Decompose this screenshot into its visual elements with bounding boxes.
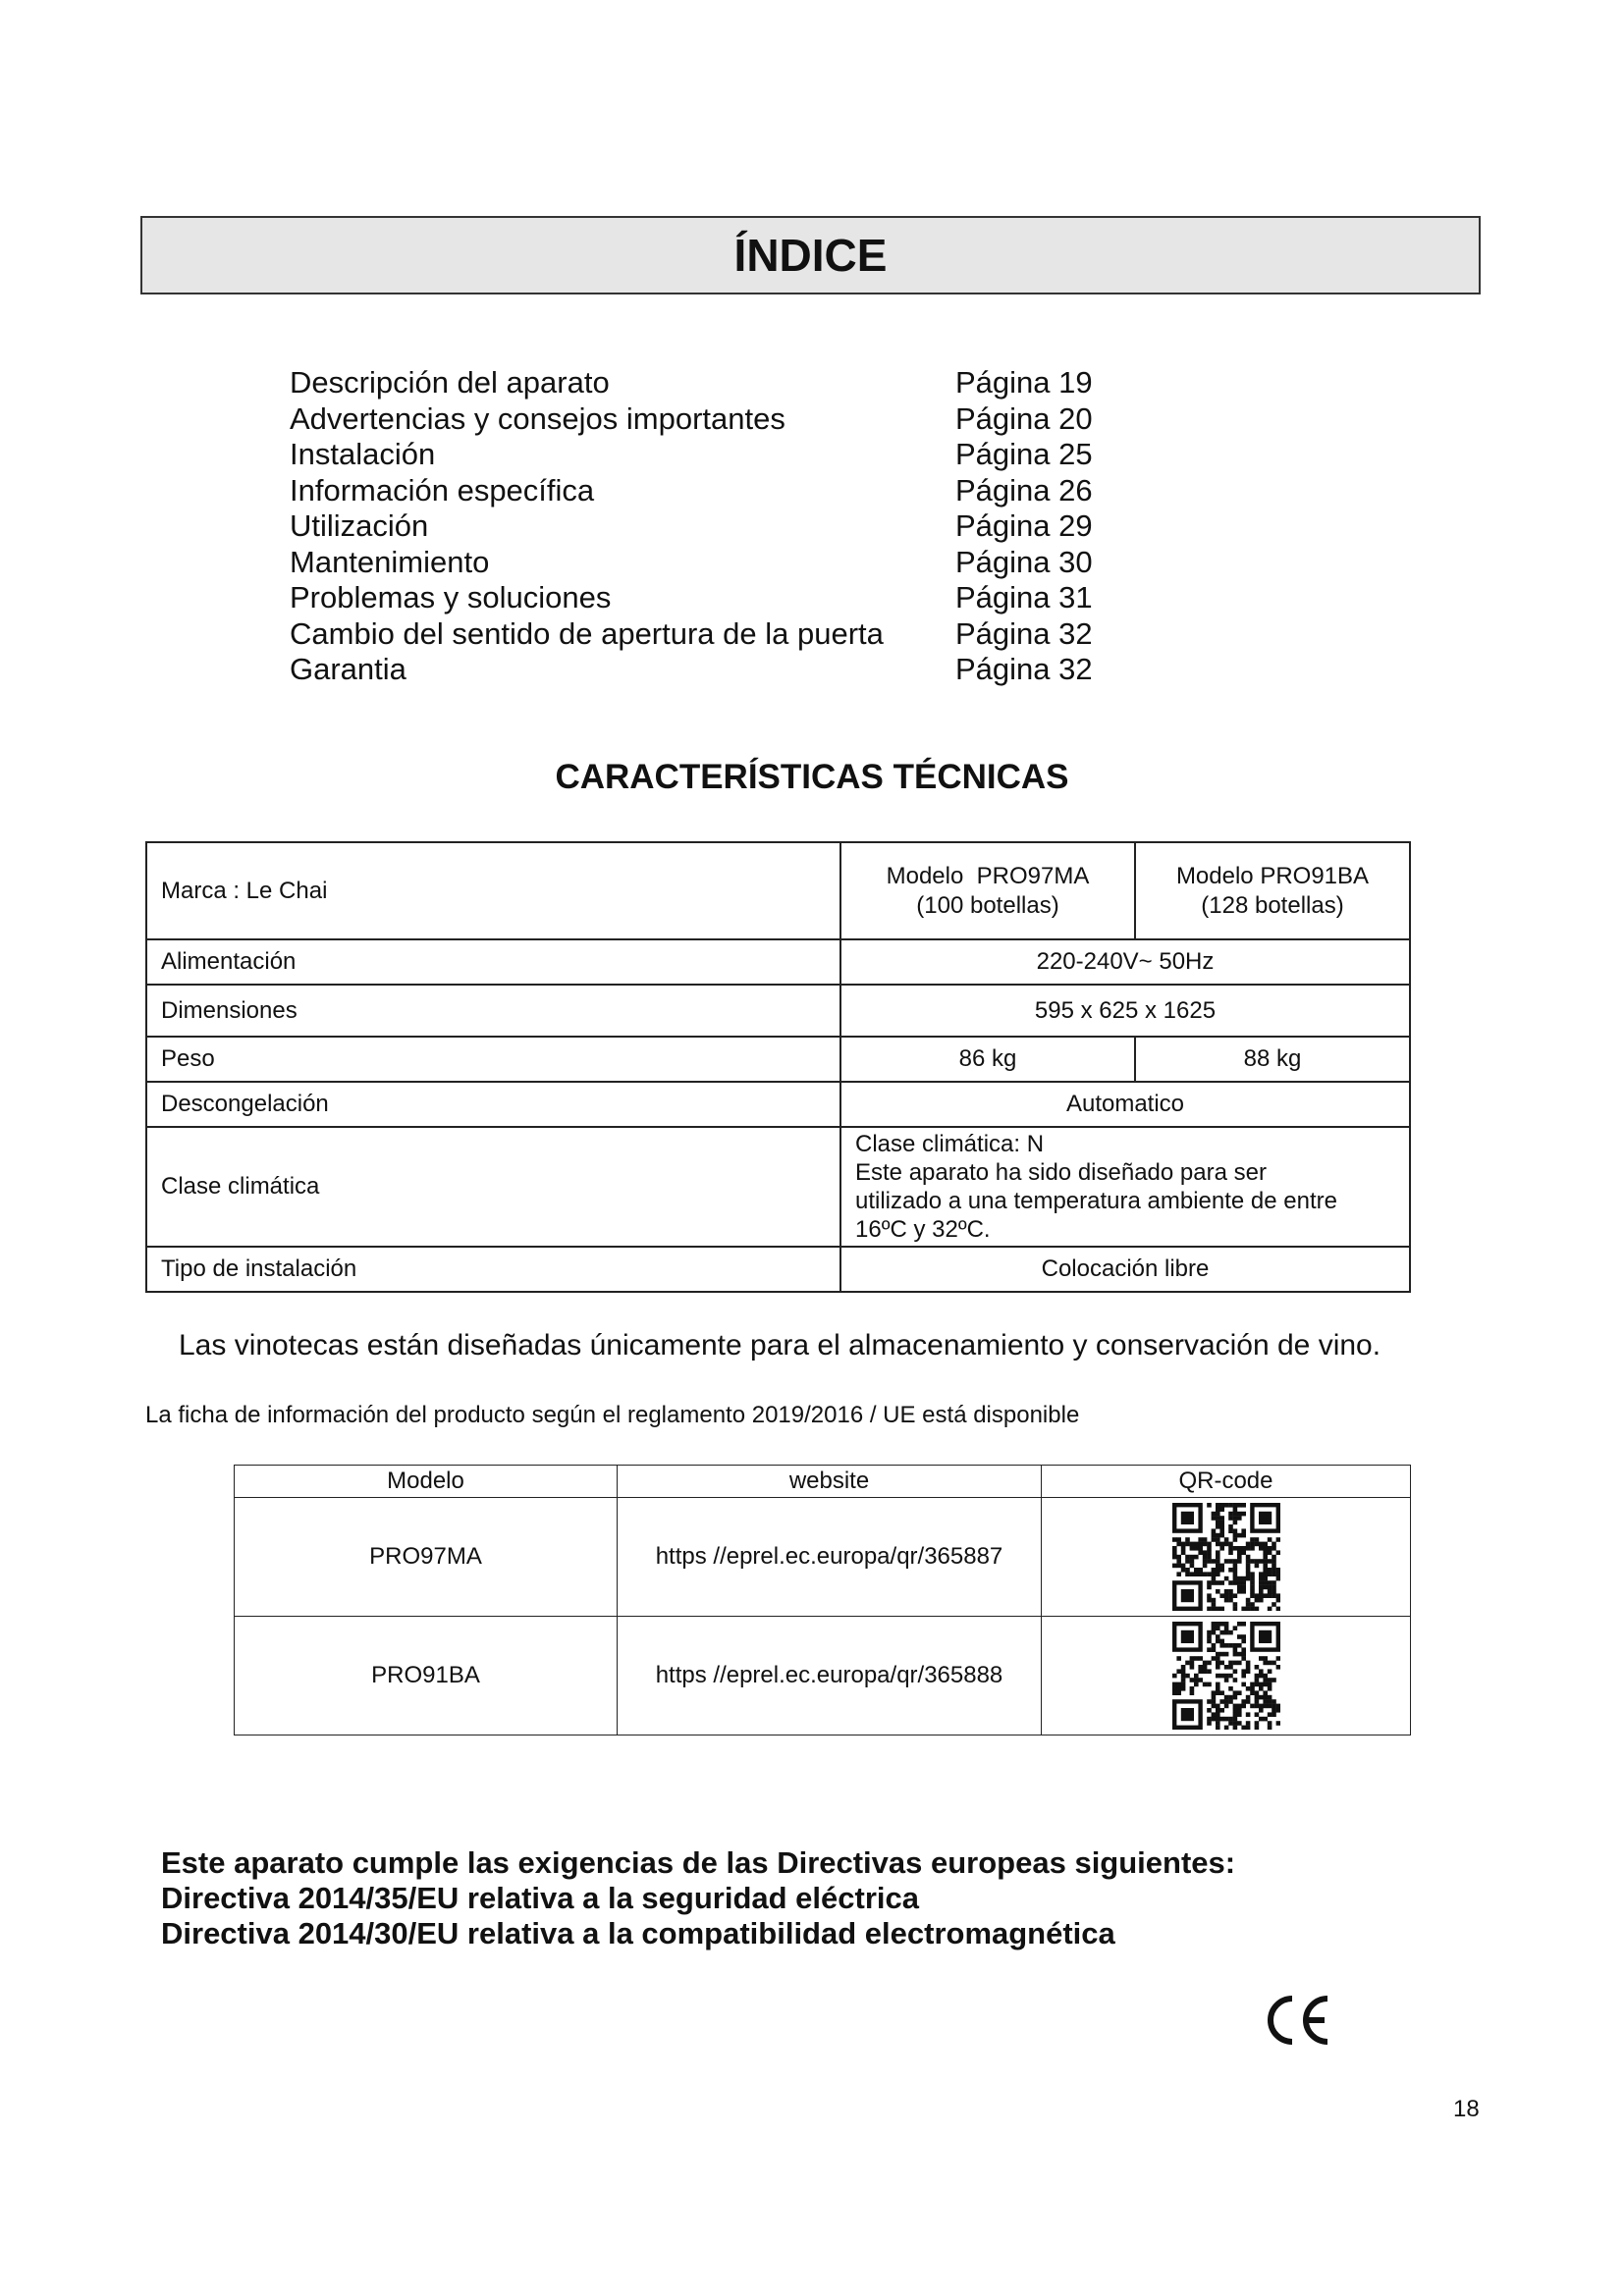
table-row bbox=[146, 1082, 1410, 1127]
toc-entry[interactable] bbox=[290, 437, 1095, 473]
model-b-name: Modelo PRO91BA bbox=[1175, 862, 1370, 889]
toc-entry-title: Información específica bbox=[290, 472, 595, 507]
directives-block bbox=[161, 1845, 1235, 1951]
model-b-header bbox=[1135, 842, 1410, 939]
toc-entry-title: Problemas y soluciones bbox=[290, 580, 612, 614]
table-row bbox=[146, 842, 1410, 939]
qr-code-icon bbox=[1172, 1622, 1280, 1730]
toc-entry[interactable] bbox=[290, 580, 1095, 616]
table-row bbox=[146, 1247, 1410, 1292]
toc-entry-title: Advertencias y consejos importantes bbox=[290, 400, 785, 436]
ce-mark-icon bbox=[1262, 1993, 1332, 2048]
toc-entry-page: Página 20 bbox=[955, 400, 1093, 436]
qr-table bbox=[234, 1465, 1411, 1735]
qr-code-icon bbox=[1172, 1503, 1280, 1611]
directives-line: Directiva 2014/35/EU relativa a la seguridad eléctrica bbox=[161, 1881, 920, 1915]
toc-entry-page: Página 32 bbox=[955, 652, 1093, 686]
table-row bbox=[146, 985, 1410, 1037]
toc-entry-page: Página 25 bbox=[955, 437, 1093, 471]
brand-cell: Marca : Le Chai bbox=[146, 842, 840, 939]
eprel-note: La ficha de información del producto según el reglamento 2019/2016 / UE está disponible bbox=[145, 1402, 1080, 1428]
toc-entry-page: Página 31 bbox=[955, 580, 1093, 614]
toc-entry-title: Instalación bbox=[290, 437, 436, 471]
header-qr: QR-code bbox=[1042, 1466, 1411, 1498]
climate-line: Clase climática: N bbox=[855, 1131, 1045, 1157]
model-a-name: Modelo PRO97MA bbox=[886, 862, 1090, 889]
toc-entry-title: Mantenimiento bbox=[290, 544, 490, 579]
toc-entry[interactable] bbox=[290, 616, 1095, 653]
toc-entry[interactable] bbox=[290, 365, 1095, 401]
table-row bbox=[146, 1037, 1410, 1082]
row-value: 220-240V~ 50Hz bbox=[840, 939, 1410, 985]
specs-table bbox=[145, 841, 1411, 1293]
toc-entry-page: Página 32 bbox=[955, 615, 1093, 651]
qr-row-website[interactable]: https //eprel.ec.europa/qr/365887 bbox=[618, 1498, 1042, 1617]
qr-row-model: PRO91BA bbox=[235, 1617, 618, 1735]
toc-entry-title: Utilización bbox=[290, 508, 429, 543]
toc-entry-title: Descripción del aparato bbox=[290, 365, 610, 400]
toc-entry[interactable] bbox=[290, 473, 1095, 509]
header-website: website bbox=[618, 1466, 1042, 1498]
toc-entry[interactable] bbox=[290, 401, 1095, 438]
qr-row-model: PRO97MA bbox=[235, 1498, 618, 1617]
model-a-capacity: (100 botellas) bbox=[916, 891, 1059, 919]
header-model: Modelo bbox=[235, 1466, 618, 1498]
model-b-capacity: (128 botellas) bbox=[1201, 891, 1344, 919]
toc-entry-page: Página 30 bbox=[955, 544, 1093, 579]
climate-line: 16ºC y 32ºC. bbox=[855, 1216, 991, 1243]
row-label: Dimensiones bbox=[146, 985, 840, 1037]
toc-entry-page: Página 19 bbox=[955, 365, 1093, 400]
page-number: 18 bbox=[1453, 2096, 1480, 2122]
climate-class-description bbox=[840, 1127, 1410, 1247]
qr-row-code bbox=[1042, 1617, 1411, 1735]
index-title: ÍNDICE bbox=[140, 216, 1481, 294]
row-value: Automatico bbox=[840, 1082, 1410, 1127]
row-value: Colocación libre bbox=[840, 1247, 1410, 1292]
usage-note: Las vinotecas están diseñadas únicamente para el almacenamiento y conservación de vino. bbox=[179, 1329, 1381, 1362]
climate-line: utilizado a una temperatura ambiente de entre bbox=[855, 1188, 1337, 1214]
table-row bbox=[235, 1466, 1411, 1498]
toc-entry-page: Página 26 bbox=[955, 472, 1093, 507]
specs-heading: CARACTERÍSTICAS TÉCNICAS bbox=[555, 758, 1069, 796]
climate-line: Este aparato ha sido diseñado para ser bbox=[855, 1159, 1267, 1186]
qr-row-code bbox=[1042, 1498, 1411, 1617]
table-of-contents bbox=[290, 365, 1095, 688]
toc-entry-title: Cambio del sentido de apertura de la puerta bbox=[290, 615, 884, 651]
directives-line: Directiva 2014/30/EU relativa a la compatibilidad electromagnética bbox=[161, 1916, 1115, 1950]
row-value-a: 86 kg bbox=[840, 1037, 1135, 1082]
qr-row-website[interactable]: https //eprel.ec.europa/qr/365888 bbox=[618, 1617, 1042, 1735]
toc-entry-title: Garantia bbox=[290, 652, 406, 686]
row-value-b: 88 kg bbox=[1135, 1037, 1410, 1082]
model-a-header bbox=[840, 842, 1135, 939]
toc-entry-page: Página 29 bbox=[955, 508, 1093, 543]
toc-entry[interactable] bbox=[290, 508, 1095, 545]
row-label: Peso bbox=[146, 1037, 840, 1082]
toc-entry[interactable] bbox=[290, 545, 1095, 581]
table-row bbox=[235, 1617, 1411, 1735]
row-value: 595 x 625 x 1625 bbox=[840, 985, 1410, 1037]
table-row bbox=[146, 1127, 1410, 1247]
directives-line: Este aparato cumple las exigencias de las Directivas europeas siguientes: bbox=[161, 1845, 1236, 1880]
row-label: Tipo de instalación bbox=[146, 1247, 840, 1292]
table-row bbox=[146, 939, 1410, 985]
table-row bbox=[235, 1498, 1411, 1617]
row-label: Clase climática bbox=[146, 1127, 840, 1247]
row-label: Descongelación bbox=[146, 1082, 840, 1127]
toc-entry[interactable] bbox=[290, 652, 1095, 688]
row-label: Alimentación bbox=[146, 939, 840, 985]
